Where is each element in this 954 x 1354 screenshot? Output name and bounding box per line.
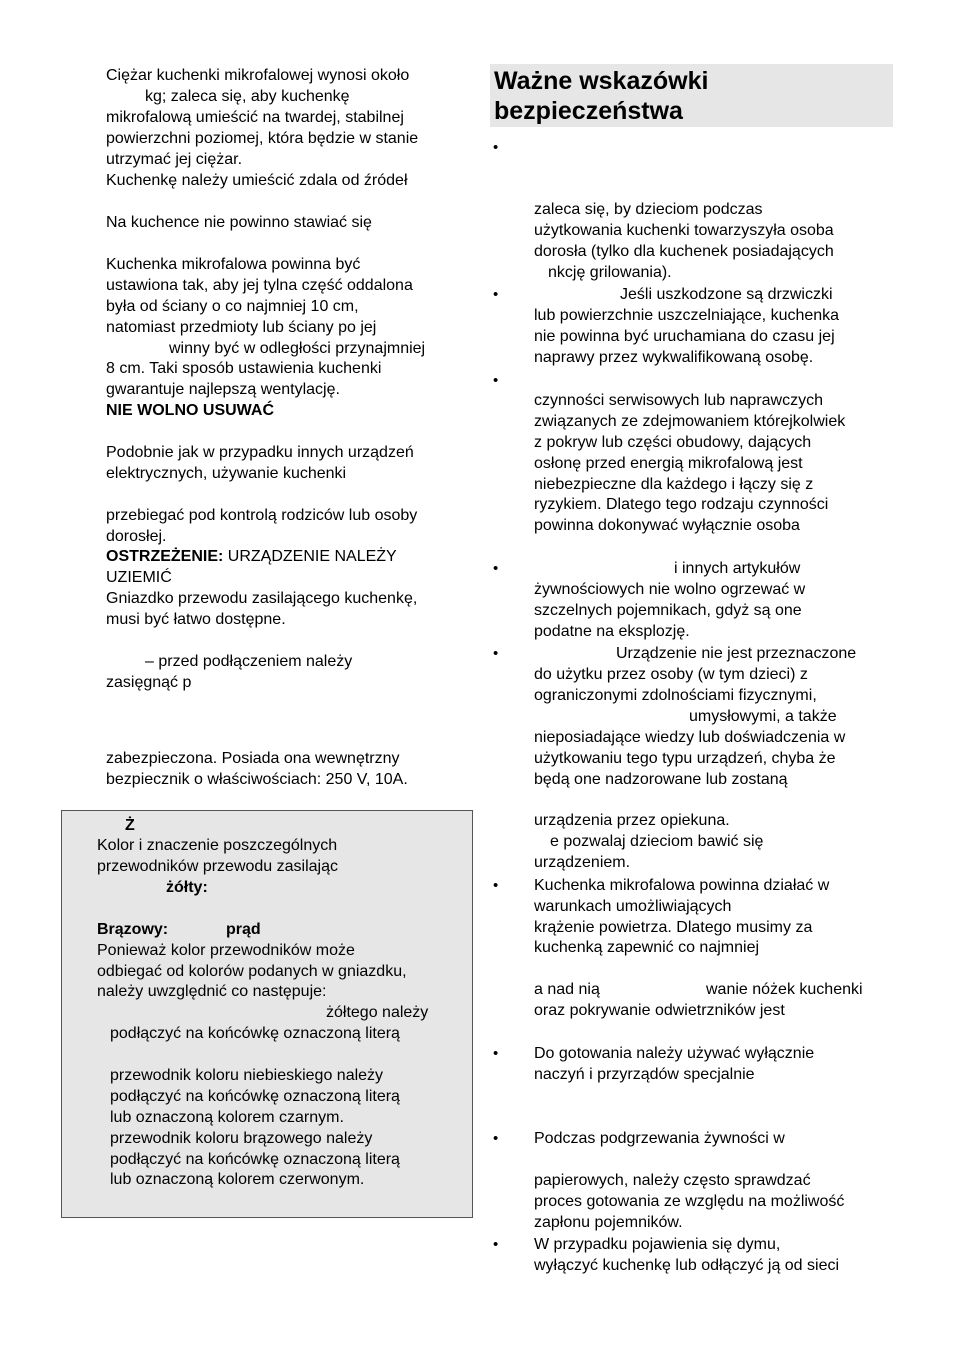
text-line: winny być w odległości przynajmniej xyxy=(169,340,426,357)
text-line: zasięgnąć p xyxy=(106,674,192,691)
text-line: UZIEMIĆ xyxy=(106,569,172,586)
text-line: szczelnych pojemnikach, gdyż są one xyxy=(534,602,802,619)
text-line: nkcję grilowania). xyxy=(548,264,672,281)
text-line: krążenie powietrza. Dlatego musimy za xyxy=(534,919,813,936)
text-line: Ciężar kuchenki mikrofalowej wynosi około xyxy=(106,67,410,84)
text-line: przewodnik koloru niebieskiego należy xyxy=(110,1067,384,1084)
page-title-line2: bezpieczeństwa xyxy=(494,97,683,125)
safety-heading-box xyxy=(490,64,893,127)
text-line: kg; zaleca się, aby kuchenkę xyxy=(145,88,350,105)
text-line: powinna dokonywać wyłącznie osoba xyxy=(534,517,800,534)
text-line: Podczas podgrzewania żywności w xyxy=(534,1130,785,1147)
text-line: mikrofalową umieścić na twardej, stabilnej xyxy=(106,109,404,126)
text-line: Do gotowania należy używać wyłącznie xyxy=(534,1045,815,1062)
text-line: nie powinna być uruchamiana do czasu jej xyxy=(534,328,835,345)
bullet: • xyxy=(493,560,499,577)
text-line: podatne na eksplozję. xyxy=(534,623,690,640)
text-line: papierowych, należy często sprawdzać xyxy=(534,1172,811,1189)
text-line: czynności serwisowych lub naprawczych xyxy=(534,392,823,409)
text-line: dorosłej. xyxy=(106,528,167,545)
warning-line xyxy=(106,546,397,567)
text-line: umysłowymi, a także xyxy=(689,708,837,725)
text-line: użytkowaniu tego typu urządzeń, chyba że xyxy=(534,750,836,767)
text-line: Podobnie jak w przypadku innych urządzeń xyxy=(106,444,414,461)
bullet: • xyxy=(493,1045,499,1062)
text-line: nieposiadające wiedzy lub doświadczenia w xyxy=(534,729,846,746)
text-line: e pozwalaj dzieciom bawić się xyxy=(550,833,764,850)
bullet: • xyxy=(493,372,499,389)
text-line: osłonę przed energią mikrofalową jest xyxy=(534,455,803,472)
text-line: żywnościowych nie wolno ogrzewać w xyxy=(534,581,806,598)
text-line: urządzeniem. xyxy=(534,854,631,871)
brown-label: Brązowy: xyxy=(97,921,169,938)
text-line: musi być łatwo dostępne. xyxy=(106,611,286,628)
text-line: żółtego należy xyxy=(326,1004,429,1021)
text-line: związanych ze zdejmowaniem którejkolwiek xyxy=(534,413,846,430)
text-line: Urządzenie nie jest przeznaczone xyxy=(616,645,857,662)
bullet: • xyxy=(493,877,499,894)
text-line: i innych artykułów xyxy=(674,560,801,577)
text-line: lub oznaczoną kolorem czerwonym. xyxy=(110,1171,365,1188)
text-line: warunkach umożliwiających xyxy=(534,898,732,915)
bullet: • xyxy=(493,286,499,303)
text-line: odbiegać od kolorów podanych w gniazdku, xyxy=(97,963,407,980)
text-line: bezpiecznik o właściwościach: 250 V, 10A. xyxy=(106,771,408,788)
text-line: ustawiona tak, aby jej tylna część oddalona xyxy=(106,277,413,294)
text-line: podłączyć na końcówkę oznaczoną literą xyxy=(110,1088,400,1105)
text-line: gwarantuje najlepszą wentylację. xyxy=(106,381,340,398)
text-line: urządzenia przez opiekuna. xyxy=(534,812,730,829)
text-line: naprawy przez wykwalifikowaną osobę. xyxy=(534,349,814,366)
text-line: będą one nadzorowane lub zostaną xyxy=(534,771,788,788)
text-line: Jeśli uszkodzone są drzwiczki xyxy=(620,286,833,303)
text-line: 8 cm. Taki sposób ustawienia kuchenki xyxy=(106,360,382,377)
yellow-label: żółty: xyxy=(166,879,208,896)
text-line: przebiegać pod kontrolą rodziców lub osoby xyxy=(106,507,418,524)
text-line: powierzchni poziomej, która będzie w stanie xyxy=(106,130,419,147)
text-line: Na kuchence nie powinno stawiać się xyxy=(106,214,372,231)
text-line: Kuchenka mikrofalowa powinna być xyxy=(106,256,361,273)
text-line: naczyń i przyrządów specjalnie xyxy=(534,1066,755,1083)
warning-label: OSTRZEŻENIE: xyxy=(106,548,224,565)
text-line: kuchenką zapewnić co najmniej xyxy=(534,939,760,956)
text-line: zaleca się, by dzieciom podczas xyxy=(534,201,763,218)
text-line: Kuchenka mikrofalowa powinna działać w xyxy=(534,877,830,894)
text-line: Kolor i znaczenie poszczególnych xyxy=(97,837,338,854)
page-title: Ważne wskazówki xyxy=(494,67,709,95)
bullet: • xyxy=(493,1236,499,1253)
text-line: Gniazdko przewodu zasilającego kuchenkę, xyxy=(106,590,418,607)
text-line: zabezpieczona. Posiada ona wewnętrzny xyxy=(106,750,400,767)
text-line: do użytku przez osoby (w tym dzieci) z xyxy=(534,666,808,683)
text-line: niebezpieczne dla każdego i łączy się z xyxy=(534,476,814,493)
bullet: • xyxy=(493,1130,499,1147)
text-line: lub oznaczoną kolorem czarnym. xyxy=(110,1109,344,1126)
text-line: podłączyć na końcówkę oznaczoną literą xyxy=(110,1025,400,1042)
text-line: użytkowania kuchenki towarzyszyła osoba xyxy=(534,222,834,239)
text-line: Kuchenkę należy umieścić zdala od źródeł xyxy=(106,172,408,189)
text-line: a nad nią xyxy=(534,981,600,998)
text-line: – przed podłączeniem należy xyxy=(145,653,353,670)
no-remove-heading: NIE WOLNO USUWAĆ xyxy=(106,402,274,419)
text-line: Ponieważ kolor przewodników może xyxy=(97,942,355,959)
bullet: • xyxy=(493,645,499,662)
text-line: wanie nóżek kuchenki xyxy=(706,981,863,998)
wiring-info-box xyxy=(61,810,473,1218)
text-line: wyłączyć kuchenkę lub odłączyć ją od sieci xyxy=(534,1257,840,1274)
text-line: przewodnik koloru brązowego należy xyxy=(110,1130,373,1147)
text-line: proces gotowania ze względu na możliwość xyxy=(534,1193,845,1210)
box-title: Ż xyxy=(125,817,135,834)
text-line: była od ściany o co najmniej 10 cm, xyxy=(106,298,359,315)
text-line: podłączyć na końcówkę oznaczoną literą xyxy=(110,1151,400,1168)
text-line: elektrycznych, używanie kuchenki xyxy=(106,465,347,482)
text-line: lub powierzchnie uszczelniające, kuchenka xyxy=(534,307,840,324)
text-line: oraz pokrywanie odwietrzników jest xyxy=(534,1002,785,1019)
text-line: natomiast przedmioty lub ściany po jej xyxy=(106,319,377,336)
warning-text: URZĄDZENIE NALEŻY xyxy=(223,548,397,565)
brown-value: prąd xyxy=(226,921,261,938)
text-line: należy uwzględnić co następuje: xyxy=(97,983,327,1000)
text-line: utrzymać jej ciężar. xyxy=(106,151,243,168)
text-line: W przypadku pojawienia się dymu, xyxy=(534,1236,781,1253)
text-line: ryzykiem. Dlatego tego rodzaju czynności xyxy=(534,496,829,513)
text-line: przewodników przewodu zasilając xyxy=(97,858,339,875)
text-line: dorosła (tylko dla kuchenek posiadających xyxy=(534,243,834,260)
bullet: • xyxy=(493,139,499,156)
text-line: ograniczonymi zdolnościami fizycznymi, xyxy=(534,687,817,704)
text-line: zapłonu pojemników. xyxy=(534,1214,683,1231)
text-line: z pokryw lub części obudowy, dających xyxy=(534,434,812,451)
